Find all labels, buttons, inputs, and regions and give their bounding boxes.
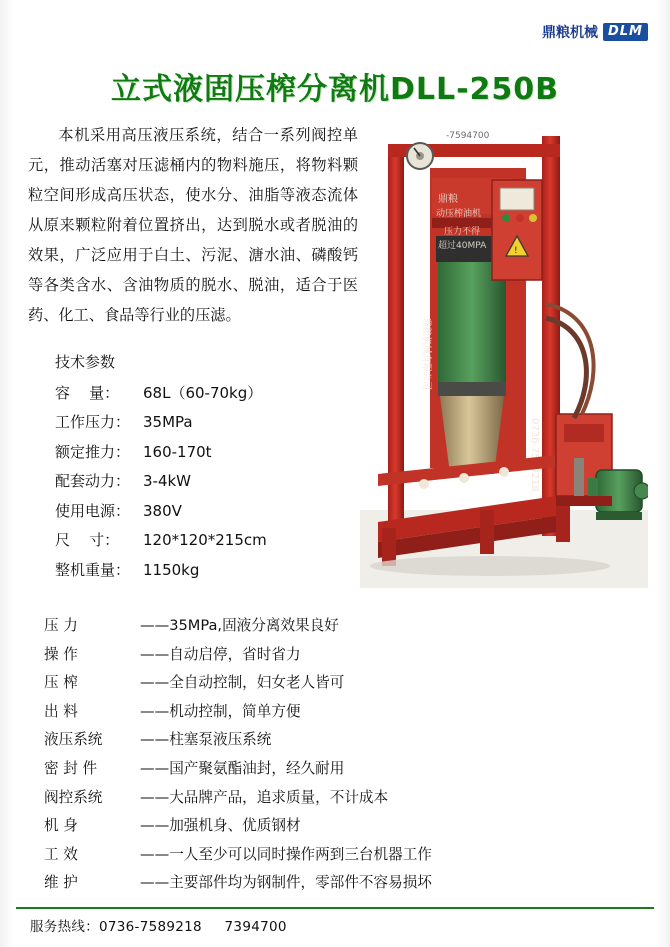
page-edge-left (0, 0, 14, 947)
spec-value: 120*120*215cm (143, 531, 267, 549)
feature-key: 出 料 (44, 702, 78, 720)
feature-value: ——加强机身、优质钢材 (140, 817, 301, 835)
feature-item (44, 669, 634, 698)
footer-divider (16, 907, 654, 909)
svg-text:!: ! (514, 246, 518, 256)
feature-value: ——35MPa,固液分离效果良好 (140, 617, 339, 634)
spec-label: 额定推力： (55, 442, 131, 461)
feature-value: ——国产聚氨酯油封，经久耐用 (140, 759, 345, 777)
feature-value: ——主要部件均为钢制件，零部件不容易损坏 (140, 874, 432, 892)
feature-key: 压 榨 (44, 674, 78, 692)
feature-item (44, 755, 634, 784)
spec-row (55, 408, 355, 438)
feature-key: 工 效 (44, 845, 78, 863)
spec-row (55, 556, 355, 586)
feature-value: ——自动启停，省时省力 (140, 645, 301, 663)
feature-item (44, 698, 634, 727)
spec-heading: 技术参数 (55, 353, 116, 371)
feature-key: 压 力 (44, 617, 78, 634)
spec-row (55, 379, 355, 409)
spec-row (55, 526, 355, 556)
spec-label: 容 量： (55, 383, 120, 402)
brand-name-cn: 鼎粮机械 (541, 25, 598, 41)
page-title: 立式液固压榨分离机DLL-250B (110, 72, 560, 107)
spec-value: 380V (143, 501, 182, 520)
spec-value: 35MPa (143, 413, 193, 431)
feature-value: ——柱塞泵液压系统 (140, 731, 272, 749)
feature-item (44, 726, 634, 755)
feature-item (44, 869, 634, 898)
svg-text:0736-7589218: 0736-7589218 (529, 418, 540, 492)
spec-value: 3-4kW (143, 472, 192, 490)
spec-row (55, 438, 355, 468)
spec-label: 尺 寸： (55, 531, 120, 549)
intro-paragraph: 本机采用高压液压系统，结合一系列阀控单元，推动活塞对压滤桶内的物料施压，将物料颗粒空间形成高压状态，使水分、油脂等液态流体从原来颗粒附着位置挤出，达到脱水或者脱油的效果，广泛应用于白土、污泥、溏水油、磷酸钙等各类含水、含油物质的脱水、脱油，适合于医药、化工、食品等行业的压滤。 (28, 126, 358, 324)
feature-key: 操 作 (44, 645, 78, 663)
feature-key: 液压系统 (44, 731, 103, 749)
footer-hotline-label: 服务热线：0736-7589218 (30, 919, 202, 935)
brand-logo (542, 22, 648, 42)
feature-value: ——一人至少可以同时操作两到三台机器工作 (140, 845, 432, 863)
svg-text:动压榨油机: 动压榨油机 (436, 209, 482, 219)
page-edge-right (656, 0, 670, 947)
spec-value: 68L（60-70kg） (143, 383, 263, 402)
feature-item (44, 612, 634, 641)
feature-item (44, 641, 634, 670)
feature-key: 机 身 (44, 817, 78, 835)
spec-label: 工作压力： (55, 413, 131, 431)
svg-text:鼎粮机械有限公司: 鼎粮机械有限公司 (421, 318, 431, 391)
feature-value: ——机动控制，简单方便 (140, 702, 301, 720)
feature-item (44, 784, 634, 813)
feature-item (44, 841, 634, 870)
spec-label: 使用电源： (55, 501, 131, 520)
spec-label: 整机重量： (55, 560, 131, 579)
feature-item (44, 812, 634, 841)
spec-value: 160-170t (143, 442, 212, 461)
product-photo (360, 118, 648, 588)
footer-hotline-alt: 7394700 (224, 919, 287, 935)
brand-abbr-badge: DLM (603, 23, 648, 41)
footer-contact (30, 915, 287, 935)
feature-key: 阀控系统 (44, 788, 103, 806)
svg-text:-7594700: -7594700 (446, 131, 490, 141)
spec-block (55, 348, 355, 585)
svg-text:鼎粮: 鼎粮 (438, 194, 458, 205)
feature-value: ——全自动控制，妇女老人皆可 (140, 674, 345, 692)
spec-label: 配套动力： (55, 472, 131, 490)
svg-text:超过40MPA: 超过40MPA (438, 241, 487, 251)
feature-value: ——大品牌产品，追求质量，不计成本 (140, 788, 389, 806)
feature-key: 维 护 (44, 874, 78, 892)
spec-row (55, 467, 355, 497)
feature-key: 密 封 件 (44, 759, 98, 777)
spec-row (55, 497, 355, 527)
spec-value: 1150kg (143, 560, 200, 579)
svg-text:压力不得: 压力不得 (444, 227, 481, 237)
feature-list (44, 612, 634, 898)
